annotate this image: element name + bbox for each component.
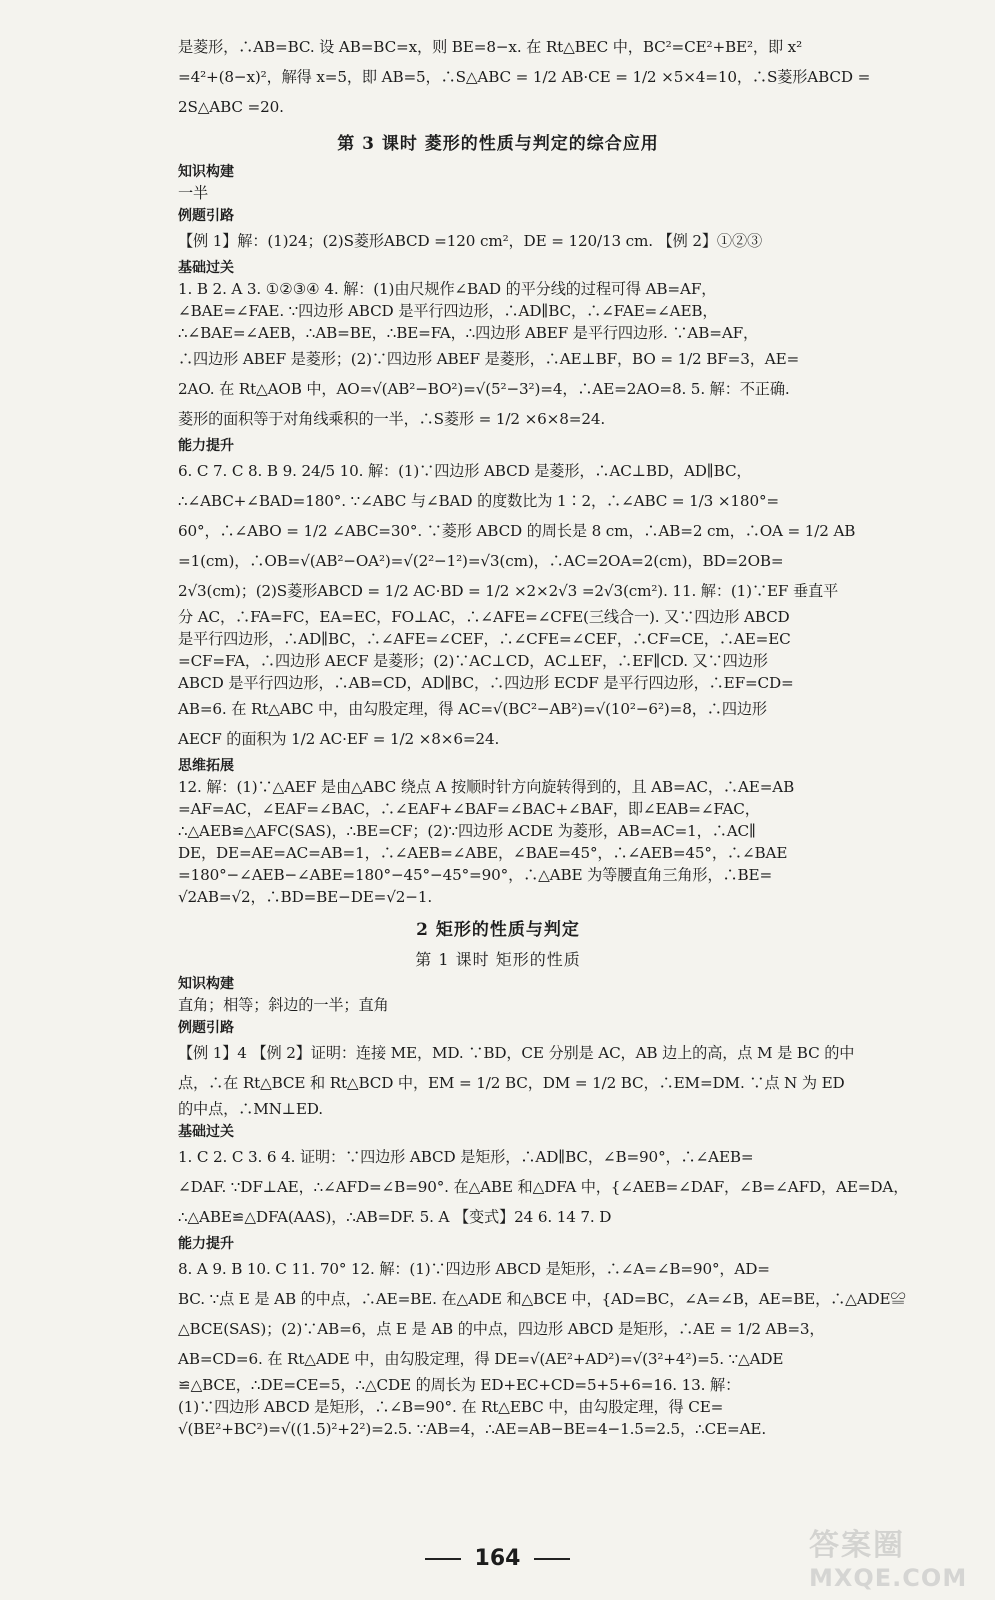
- text-line: DE，DE=AE=AC=AB=1，∴∠AEB=∠ABE，∠BAE=45°，∴∠AEB=45°，∴∠BAE: [178, 844, 788, 862]
- text-line: 点，∴在 Rt△BCE 和 Rt△BCD 中，EM = 1/2 BC，DM = 1/2 BC，∴EM=DM. ∵点 N 为 ED: [178, 1074, 845, 1092]
- section-body: [178, 278, 818, 434]
- text-line: ∴∠ABC+∠BAD=180°. ∵∠ABC 与∠BAD 的度数比为 1∶2，∴∠ABC = 1/3 ×180°=: [178, 492, 779, 510]
- text-line: 是平行四边形，∴AD∥BC，∴∠AFE=∠CEF，∴∠CFE=∠CEF，∴CF=CE，∴AE=EC: [178, 630, 791, 648]
- section-heading: 基础过关: [178, 260, 234, 276]
- lesson-title: 第 1 课时 矩形的性质: [415, 950, 581, 969]
- continued-solution: [178, 32, 871, 122]
- section-body: [178, 1142, 909, 1232]
- watermark-title: 答案圈: [809, 1528, 905, 1563]
- section-body: [178, 1038, 855, 1120]
- text-line: 分 AC，∴FA=FC，EA=EC，FO⊥AC，∴∠AFE=∠CFE(三线合一). 又∵四边形 ABCD: [178, 608, 790, 626]
- page-number-text: 164: [474, 1546, 521, 1571]
- text-line: =4²+(8−x)²，解得 x=5，即 AB=5，∴S△ABC = 1/2 AB·CE = 1/2 ×5×4=10，∴S菱形ABCD =: [178, 68, 871, 86]
- text-line: △BCE(SAS)；(2)∵AB=6，点 E 是 AB 的中点，四边形 ABCD 是矩形，∴AE = 1/2 AB=3，: [178, 1320, 825, 1338]
- section-heading: 基础过关: [178, 1124, 234, 1140]
- text-line: 6. C 7. C 8. B 9. 24/5 10. 解：(1)∵四边形 ABCD 是菱形，∴AC⊥BD，AD∥BC，: [178, 462, 752, 480]
- text-line: ∠DAF. ∵DF⊥AE，∴∠AFD=∠B=90°. 在△ABE 和△DFA 中，{∠AEB=∠DAF，∠B=∠AFD，AE=DA，: [178, 1178, 909, 1196]
- section-heading: 能力提升: [178, 1236, 234, 1252]
- text-line: 【例 1】解：(1)24；(2)S菱形ABCD =120 cm²，DE = 120/13 cm. 【例 2】①②③: [178, 232, 763, 250]
- section-body: [178, 456, 856, 754]
- dash-right: [534, 1558, 570, 1560]
- text-line: =CF=FA，∴四边形 AECF 是菱形；(2)∵AC⊥CD，AC⊥EF，∴EF∥CD. 又∵四边形: [178, 652, 768, 670]
- watermark-logo: [809, 1520, 969, 1590]
- text-line: (1)∵四边形 ABCD 是矩形，∴∠B=90°. 在 Rt△EBC 中，由勾股定理，得 CE=: [178, 1398, 724, 1416]
- text-line: 1. B 2. A 3. ①②③④ 4. 解：(1)由尺规作∠BAD 的平分线的过程可得 AB=AF，: [178, 280, 717, 298]
- text-line: 1. C 2. C 3. 6 4. 证明：∵四边形 ABCD 是矩形，∴AD∥BC，∠B=90°，∴∠AEB=: [178, 1148, 754, 1166]
- text-line: 12. 解：(1)∵△AEF 是由△ABC 绕点 A 按顺时针方向旋转得到的，且 AB=AC，∴AE=AB: [178, 778, 795, 796]
- text-line: ∠BAE=∠FAE. ∵四边形 ABCD 是平行四边形，∴AD∥BC，∴∠FAE=∠AEB，: [178, 302, 718, 320]
- section-heading: 思维拓展: [178, 758, 234, 774]
- section-heading: 例题引路: [178, 208, 234, 224]
- text-line: 的中点，∴MN⊥ED.: [178, 1100, 323, 1118]
- text-line: 【例 1】4 【例 2】证明：连接 ME，MD. ∵BD，CE 分别是 AC，AB 边上的高，点 M 是 BC 的中: [178, 1044, 855, 1062]
- text-line: =1(cm)，∴OB=√(AB²−OA²)=√(2²−1²)=√3(cm)，∴AC=2OA=2(cm)，BD=2OB=: [178, 552, 784, 570]
- text-line: 8. A 9. B 10. C 11. 70° 12. 解：(1)∵四边形 ABCD 是矩形，∴∠A=∠B=90°，AD=: [178, 1260, 770, 1278]
- section-body: [178, 776, 818, 908]
- text-line: AB=6. 在 Rt△ABC 中，由勾股定理，得 AC=√(BC²−AB²)=√(10²−6²)=8，∴四边形: [178, 700, 767, 718]
- text-line: 2AO. 在 Rt△AOB 中，AO=√(AB²−BO²)=√(5²−3²)=4，∴AE=2AO=8. 5. 解：不正确.: [178, 380, 790, 398]
- section-heading: 能力提升: [178, 438, 234, 454]
- answer-page: [178, 32, 909, 1440]
- section-body: [178, 1254, 906, 1440]
- text-line: AECF 的面积为 1/2 AC·EF = 1/2 ×8×6=24.: [178, 730, 500, 748]
- text-line: 菱形的面积等于对角线乘积的一半，∴S菱形 = 1/2 ×6×8=24.: [178, 410, 606, 428]
- section-heading: 例题引路: [178, 1020, 234, 1036]
- lesson-title: 第 3 课时 菱形的性质与判定的综合应用: [337, 134, 659, 154]
- text-line: =AF=AC，∠EAF=∠BAC，∴∠EAF+∠BAF=∠BAC+∠BAF，即∠EAB=∠FAC，: [178, 800, 760, 818]
- chapter-title: 2 矩形的性质与判定: [416, 920, 580, 940]
- text-line: 一半: [178, 184, 209, 202]
- text-line: AB=CD=6. 在 Rt△ADE 中，由勾股定理，得 DE=√(AE²+AD²)=√(3²+4²)=5. ∵△ADE: [178, 1350, 784, 1368]
- text-line: =180°−∠AEB−∠ABE=180°−45°−45°=90°，∴△ABE 为等腰直角三角形，∴BE=: [178, 866, 773, 884]
- text-line: ∴四边形 ABEF 是菱形；(2)∵四边形 ABEF 是菱形，∴AE⊥BF，BO = 1/2 BF=3，AE=: [178, 350, 800, 368]
- text-line: 2√3(cm)；(2)S菱形ABCD = 1/2 AC·BD = 1/2 ×2×2√3 =2√3(cm²). 11. 解：(1)∵EF 垂直平: [178, 582, 839, 600]
- dash-left: [425, 1558, 461, 1560]
- text-line: 直角；相等；斜边的一半；直角: [178, 996, 389, 1014]
- text-line: ABCD 是平行四边形，∴AB=CD，AD∥BC，∴四边形 ECDF 是平行四边形，∴EF=CD=: [178, 674, 794, 692]
- text-line: 60°，∴∠ABO = 1/2 ∠ABC=30°. ∵菱形 ABCD 的周长是 8 cm，∴AB=2 cm，∴OA = 1/2 AB: [178, 522, 856, 540]
- section-heading: 知识构建: [178, 164, 234, 180]
- text-line: 是菱形，∴AB=BC. 设 AB=BC=x，则 BE=8−x. 在 Rt△BEC 中，BC²=CE²+BE²，即 x²: [178, 38, 803, 56]
- text-line: ∴△AEB≌△AFC(SAS)，∴BE=CF；(2)∵四边形 ACDE 为菱形，AB=AC=1，∴AC∥: [178, 822, 756, 840]
- text-line: 2S△ABC =20.: [178, 98, 284, 116]
- text-line: ∴△ABE≌△DFA(AAS)，∴AB=DF. 5. A 【变式】24 6. 14 7. D: [178, 1208, 612, 1226]
- text-line: √2AB=√2，∴BD=BE−DE=√2−1.: [178, 888, 433, 906]
- text-line: BC. ∵点 E 是 AB 的中点，∴AE=BE. 在△ADE 和△BCE 中，{AD=BC，∠A=∠B，AE=BE，∴△ADE≌: [178, 1290, 906, 1308]
- text-line: ≌△BCE，∴DE=CE=5，∴△CDE 的周长为 ED+EC+CD=5+5+6=16. 13. 解：: [178, 1376, 741, 1394]
- text-line: ∴∠BAE=∠AEB，∴AB=BE，∴BE=FA，∴四边形 ABEF 是平行四边形. ∵AB=AF，: [178, 324, 759, 342]
- text-line: √(BE²+BC²)=√((1.5)²+2²)=2.5. ∵AB=4，∴AE=AB−BE=4−1.5=2.5，∴CE=AE.: [178, 1420, 767, 1438]
- watermark-url: MXQE.COM: [809, 1564, 968, 1592]
- section-heading: 知识构建: [178, 976, 234, 992]
